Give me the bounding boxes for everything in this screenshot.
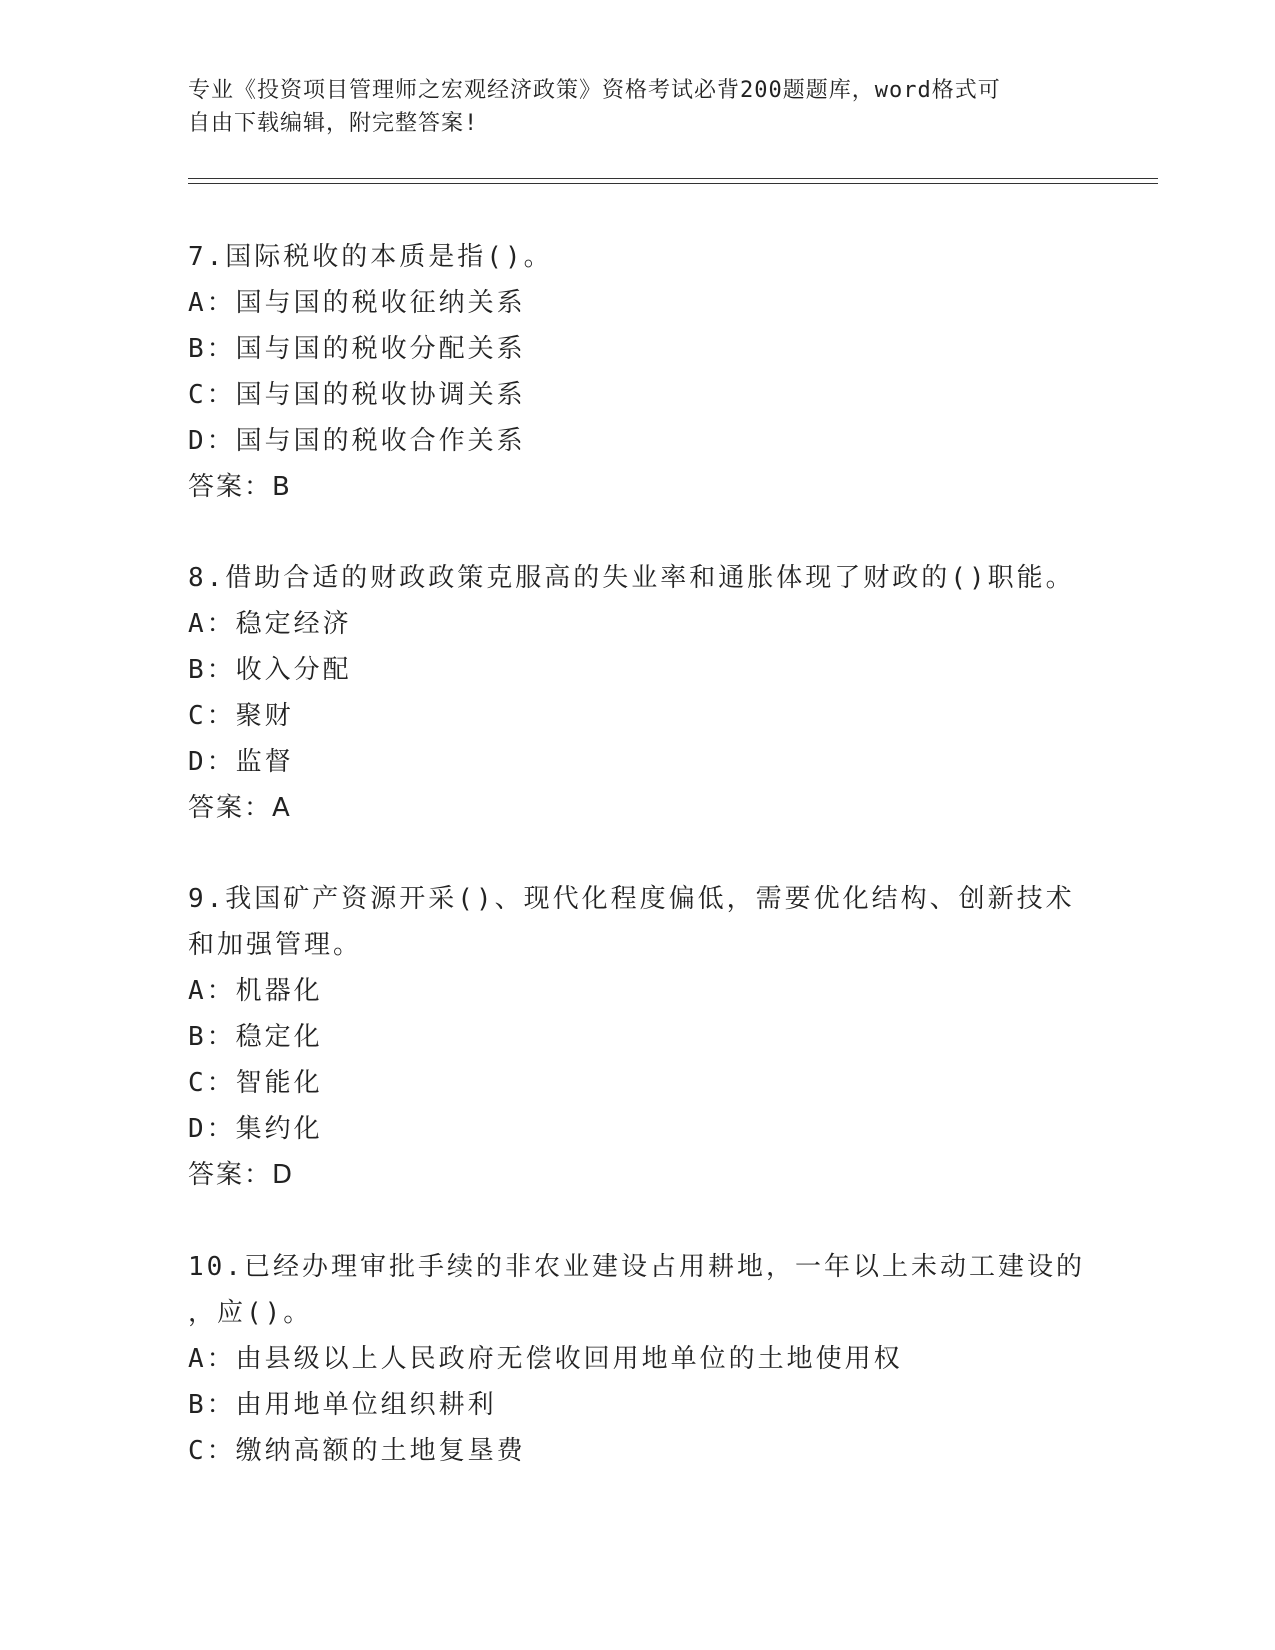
answer: 答案：B bbox=[188, 472, 292, 502]
question-stem-line: 和加强管理。 bbox=[188, 930, 363, 960]
document-header bbox=[188, 74, 1068, 140]
question-stem-line: 8.借助合适的财政政策克服高的失业率和通胀体现了财政的()职能。 bbox=[188, 563, 1075, 593]
question-9 bbox=[188, 876, 1088, 1198]
option-c: C：聚财 bbox=[188, 701, 294, 731]
option-a: A：国与国的税收征纳关系 bbox=[188, 288, 526, 318]
header-divider-bottom bbox=[188, 183, 1158, 184]
option-d: D：集约化 bbox=[188, 1114, 323, 1144]
question-stem bbox=[188, 1244, 1088, 1336]
option-c: C：缴纳高额的土地复垦费 bbox=[188, 1436, 526, 1466]
answer: 答案：A bbox=[188, 793, 292, 823]
option-a: A：稳定经济 bbox=[188, 609, 352, 639]
question-7 bbox=[188, 234, 1088, 510]
option-b: B：由用地单位组织耕利 bbox=[188, 1390, 497, 1420]
option-c: C：智能化 bbox=[188, 1068, 323, 1098]
question-8 bbox=[188, 555, 1088, 831]
question-stem-line: 7.国际税收的本质是指()。 bbox=[188, 242, 553, 272]
option-a: A：机器化 bbox=[188, 976, 323, 1006]
option-b: B：国与国的税收分配关系 bbox=[188, 334, 526, 364]
header-line-2: 自由下载编辑，附完整答案! bbox=[188, 111, 479, 136]
option-a: A：由县级以上人民政府无偿收回用地单位的土地使用权 bbox=[188, 1344, 903, 1374]
header-divider-top bbox=[188, 178, 1158, 179]
question-stem-line: 9.我国矿产资源开采()、现代化程度偏低，需要优化结构、创新技术 bbox=[188, 884, 1075, 914]
option-b: B：收入分配 bbox=[188, 655, 352, 685]
option-d: D：国与国的税收合作关系 bbox=[188, 426, 526, 456]
question-stem-line: 10.已经办理审批手续的非农业建设占用耕地，一年以上未动工建设的 bbox=[188, 1252, 1085, 1282]
option-c: C：国与国的税收协调关系 bbox=[188, 380, 526, 410]
question-stem bbox=[188, 234, 1088, 280]
question-10 bbox=[188, 1244, 1088, 1474]
option-d: D：监督 bbox=[188, 747, 294, 777]
question-stem-line: ，应()。 bbox=[188, 1298, 313, 1328]
option-b: B：稳定化 bbox=[188, 1022, 323, 1052]
question-stem bbox=[188, 555, 1088, 601]
question-stem bbox=[188, 876, 1088, 968]
header-line-1: 专业《投资项目管理师之宏观经济政策》资格考试必背200题题库，word格式可 bbox=[188, 78, 1001, 103]
answer: 答案：D bbox=[188, 1160, 295, 1190]
